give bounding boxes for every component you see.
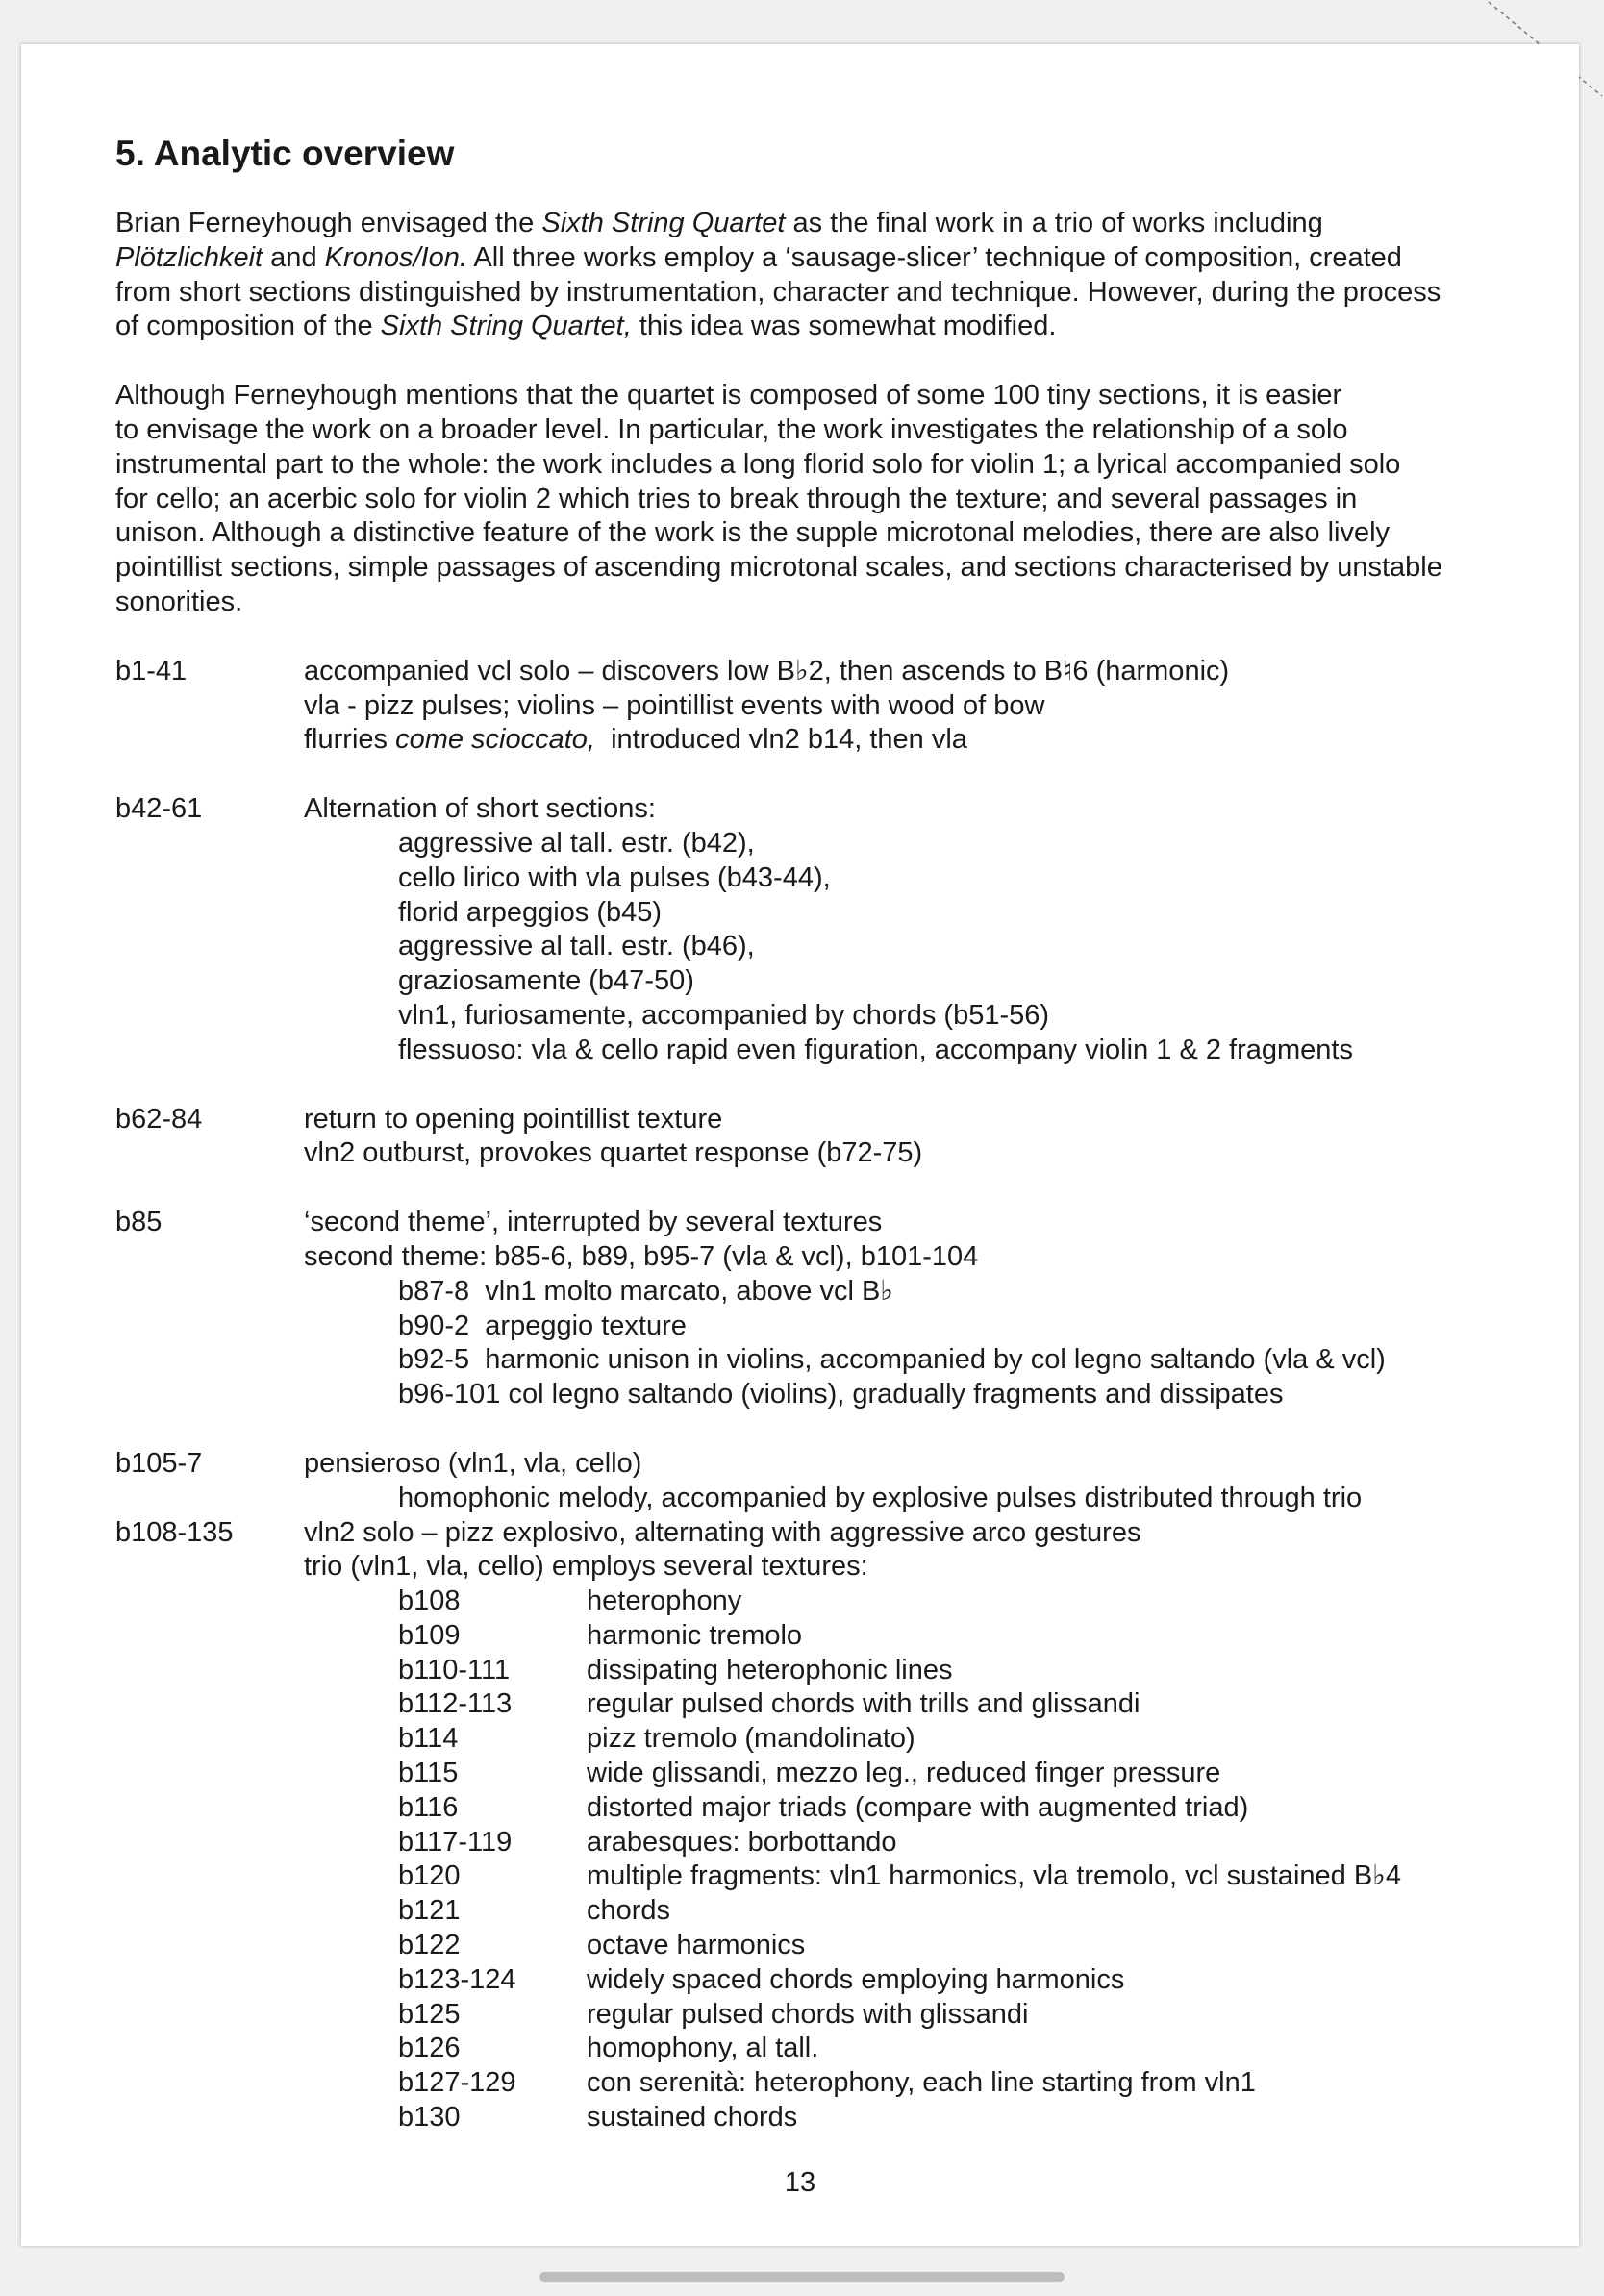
document-page bbox=[21, 44, 1579, 2246]
texture-row bbox=[304, 1687, 1529, 1722]
texture-desc: pizz tremolo (mandolinato) bbox=[587, 1723, 915, 1755]
texture-desc: sustained chords bbox=[587, 2102, 798, 2134]
list-item: florid arpeggios (b45) bbox=[398, 896, 663, 928]
texture-row bbox=[304, 1826, 1529, 1860]
texture-row bbox=[304, 1929, 1529, 1963]
texture-bar: b112-113 bbox=[398, 1688, 513, 1720]
list-item: flessuoso: vla & cello rapid even figuration, accompany violin 1 & 2 fragments bbox=[398, 1034, 1353, 1065]
home-indicator-bar[interactable] bbox=[539, 2272, 1065, 2282]
texture-bar: b108 bbox=[398, 1585, 461, 1617]
bar-section-b42-61 bbox=[115, 792, 1529, 1067]
texture-row bbox=[304, 2066, 1529, 2101]
texture-row bbox=[304, 1894, 1529, 1929]
text-line: unison. Although a distinctive feature of the work is the supple microtonal melodies, there are also lively bbox=[115, 517, 1391, 549]
bar-range-label: b108-135 bbox=[115, 1516, 234, 1548]
text-line: Plötzlichkeit and Kronos/Ion. All three works employ a ‘sausage-slicer’ technique of composition, created bbox=[115, 241, 1402, 273]
texture-bar: b120 bbox=[398, 1860, 461, 1892]
page-content bbox=[115, 133, 1529, 2170]
intro-paragraph-2 bbox=[115, 379, 1529, 620]
list-item: graziosamente (b47-50) bbox=[398, 965, 694, 997]
texture-bar: b122 bbox=[398, 1930, 461, 1961]
texture-bar: b114 bbox=[398, 1723, 459, 1755]
bar-section-b108-135 bbox=[115, 1516, 1529, 2135]
texture-row bbox=[304, 1757, 1529, 1791]
texture-desc: regular pulsed chords with trills and glissandi bbox=[587, 1688, 1140, 1720]
text-line: of composition of the Sixth String Quartet, this idea was somewhat modified. bbox=[115, 311, 1057, 342]
list-item: vln1, furiosamente, accompanied by chords (b51-56) bbox=[398, 999, 1050, 1031]
texture-desc: heterophony bbox=[587, 1585, 742, 1617]
texture-row bbox=[304, 1619, 1529, 1654]
bar-range-label: b85 bbox=[115, 1207, 163, 1238]
bar-section-description: return to opening pointillist texture vln2 outburst, provokes quartet response (b72-75) bbox=[304, 1103, 923, 1169]
text-line: sonorities. bbox=[115, 586, 243, 617]
texture-bar: b117-119 bbox=[398, 1826, 513, 1858]
list-item: b96-101 col legno saltando (violins), gradually fragments and dissipates bbox=[398, 1379, 1284, 1410]
texture-row bbox=[304, 2032, 1529, 2066]
texture-row bbox=[304, 1963, 1529, 1998]
texture-desc: con serenità: heterophony, each line starting from vln1 bbox=[587, 2067, 1256, 2099]
bar-section-b1-41 bbox=[115, 655, 1529, 758]
bar-section-description: ‘second theme’, interrupted by several textures second theme: b85-6, b89, b95-7 (vla & vcl), b101-104 b87-8 vln1 molto marcato, above vcl B♭ b90-2 arpeggio texture b92-5 harmonic unison in violins, accompanied by col legno saltando (vla & vcl) b96-101 col legno saltando (violins), gradually fragments and dissipates bbox=[304, 1206, 1529, 1412]
text-line: Although Ferneyhough mentions that the quartet is composed of some 100 tiny sections, it is easier bbox=[115, 380, 1342, 412]
bar-section-b105-7 bbox=[115, 1447, 1529, 1516]
bar-section-description: Alternation of short sections: aggressive al tall. estr. (b42), cello lirico with vla pulses (b43-44), florid arpeggios (b45) aggressive al tall. estr. (b46), graziosamente (b47-50) vln1, furiosamente, accompanied by chords (b51-56) flessuoso: vla & cello rapid even figuration, accompany violin 1 & 2 fragments bbox=[304, 792, 1529, 1067]
text-line: from short sections distinguished by instrumentation, character and technique. However, during the process bbox=[115, 276, 1441, 308]
list-item: b90-2 arpeggio texture bbox=[398, 1310, 687, 1341]
texture-desc: harmonic tremolo bbox=[587, 1619, 803, 1651]
texture-desc: chords bbox=[587, 1895, 671, 1927]
list-item: b92-5 harmonic unison in violins, accompanied by col legno saltando (vla & vcl) bbox=[398, 1344, 1386, 1376]
texture-desc: distorted major triads (compare with augmented triad) bbox=[587, 1791, 1249, 1823]
texture-desc: homophony, al tall. bbox=[587, 2033, 819, 2064]
section-heading: 5. Analytic overview bbox=[115, 134, 455, 173]
texture-bar: b127-129 bbox=[398, 2067, 516, 2099]
bar-range-label: b62-84 bbox=[115, 1103, 203, 1135]
bar-range-label: b1-41 bbox=[115, 655, 188, 686]
texture-bar: b123-124 bbox=[398, 1963, 516, 1995]
texture-bar: b109 bbox=[398, 1619, 461, 1651]
texture-desc: arabesques: borbottando bbox=[587, 1826, 897, 1858]
list-item: aggressive al tall. estr. (b42), bbox=[398, 827, 755, 859]
list-item: b87-8 vln1 molto marcato, above vcl B♭ bbox=[398, 1275, 893, 1307]
texture-row bbox=[304, 1585, 1529, 1619]
texture-row bbox=[304, 1998, 1529, 2033]
texture-desc: regular pulsed chords with glissandi bbox=[587, 1998, 1029, 2030]
texture-row bbox=[304, 2101, 1529, 2135]
list-item: aggressive al tall. estr. (b46), bbox=[398, 931, 755, 962]
texture-bar: b125 bbox=[398, 1998, 461, 2030]
page-number: 13 bbox=[784, 2167, 816, 2198]
texture-row bbox=[304, 1859, 1529, 1894]
bar-section-b62-84 bbox=[115, 1103, 1529, 1172]
bar-section-b85 bbox=[115, 1206, 1529, 1412]
text-line: to envisage the work on a broader level. In particular, the work investigates the relationship of a solo bbox=[115, 413, 1348, 445]
texture-list bbox=[304, 1585, 1529, 2135]
texture-desc: dissipating heterophonic lines bbox=[587, 1654, 953, 1685]
bar-range-label: b42-61 bbox=[115, 793, 203, 825]
texture-row bbox=[304, 1791, 1529, 1826]
texture-desc: wide glissandi, mezzo leg., reduced finger pressure bbox=[587, 1758, 1221, 1789]
texture-bar: b130 bbox=[398, 2102, 461, 2134]
text-line: for cello; an acerbic solo for violin 2 which tries to break through the texture; and several passages in bbox=[115, 483, 1358, 514]
texture-bar: b126 bbox=[398, 2033, 461, 2064]
texture-desc: octave harmonics bbox=[587, 1930, 806, 1961]
texture-row bbox=[304, 1654, 1529, 1688]
text-line: instrumental part to the whole: the work includes a long florid solo for violin 1; a lyrical accompanied solo bbox=[115, 448, 1401, 480]
texture-row bbox=[304, 1722, 1529, 1757]
texture-bar: b115 bbox=[398, 1758, 459, 1789]
texture-bar: b110-111 bbox=[398, 1654, 511, 1685]
text-line: pointillist sections, simple passages of ascending microtonal scales, and sections characterised by unstable bbox=[115, 552, 1442, 584]
bar-section-description: accompanied vcl solo – discovers low B♭2, then ascends to B♮6 (harmonic) vla - pizz pulses; violins – pointillist events with wood of bow flurries come scioccato, introduced vln2 b14, then vla bbox=[304, 655, 1230, 756]
texture-bar: b116 bbox=[398, 1791, 459, 1823]
list-item: cello lirico with vla pulses (b43-44), bbox=[398, 861, 831, 893]
bar-section-description: pensieroso (vln1, vla, cello) homophonic melody, accompanied by explosive pulses distributed through trio bbox=[304, 1447, 1363, 1513]
text-line: Brian Ferneyhough envisaged the Sixth String Quartet as the final work in a trio of works including bbox=[115, 208, 1323, 238]
texture-desc: widely spaced chords employing harmonics bbox=[587, 1963, 1125, 1995]
bar-range-label: b105-7 bbox=[115, 1447, 203, 1479]
texture-desc: multiple fragments: vln1 harmonics, vla tremolo, vcl sustained B♭4 bbox=[587, 1860, 1401, 1892]
bar-section-description: vln2 solo – pizz explosivo, alternating with aggressive arco gestures trio (vln1, vla, cello) employs several textures: b108 heterophony b109 harmonic tremolo b110-111 dissipating heterophonic lines b112-113 regular pulsed chords with trills and glissandi b114 pizz tremolo (mandolinato) b115 wide glissandi, mezzo leg., reduced finger pressure b116 distorted major triads (compare with augmented triad) b117-119 arabesques: borbottando b120 multiple fragments: vln1 harmonics, vla tremolo, vcl sustained B♭4 b121 chords b122 octave harmonics b123-124 widely spaced chords employing harmonics b125 regular pulsed chords with glissandi b126 homophony, al tall. b127-129 con serenità: heterophony, each line starting from vln1 b130 sustained chords bbox=[304, 1516, 1529, 2135]
texture-bar: b121 bbox=[398, 1895, 461, 1927]
intro-paragraph-1 bbox=[115, 207, 1529, 344]
